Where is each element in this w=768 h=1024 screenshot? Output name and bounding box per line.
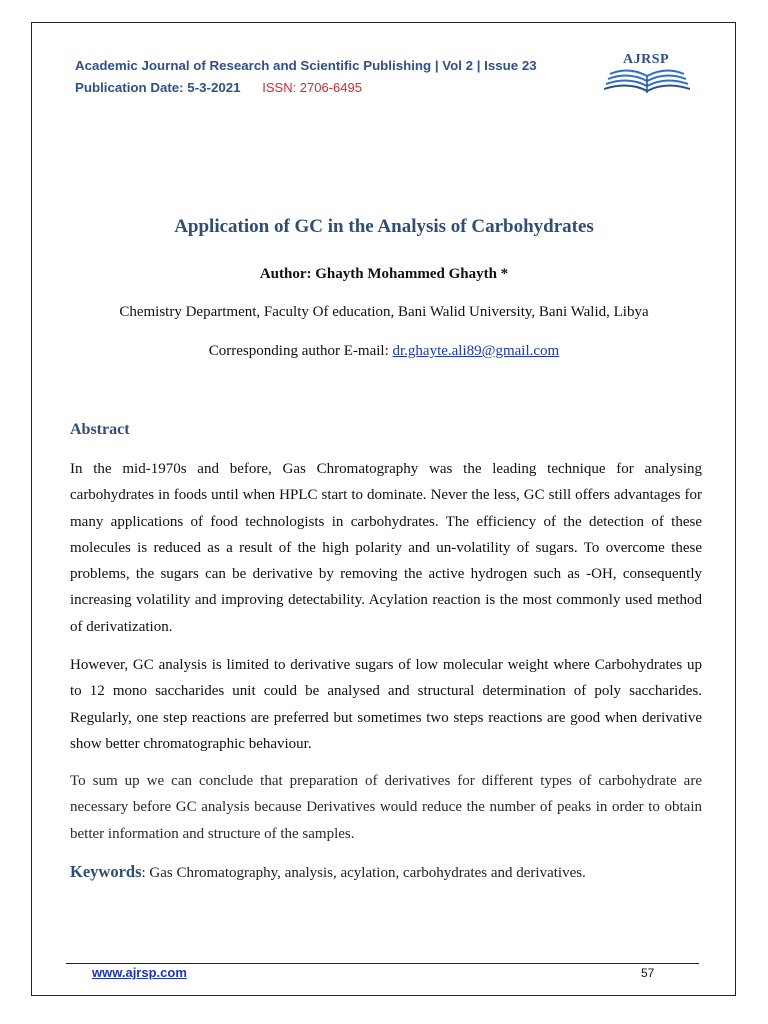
email-label: Corresponding author E-mail:	[208, 343, 393, 359]
keywords-label: Keywords	[70, 862, 142, 881]
issn: ISSN: 2706-6495	[262, 80, 362, 95]
abstract-paragraph-3: To sum up we can conclude that preparation of derivatives for different types of carbohydrate are necessary before GC analysis because Derivatives would reduce the number of peaks in order to obtain better information and structure of the samples.	[70, 773, 702, 842]
abstract-paragraph-1: In the mid-1970s and before, Gas Chromatography was the leading technique for analysing carbohydrates in foods until when HPLC start to dominate. Never the less, GC still offers advantages for many applications of food technologists in carbohydrates. The efficiency of the detection of these molecules is reduced as a result of the high polarity and un-volatility of sugars. To overcome these problems, the sugars can be derivative by removing the active hydrogen such as -OH, consequently increasing volatility and improving detectability. Acylation reaction is the most commonly used method of derivatization.	[70, 461, 702, 635]
journal-logo-text: AJRSP	[623, 52, 670, 67]
keywords	[70, 862, 586, 882]
footer-website-link[interactable]: www.ajrsp.com	[92, 965, 187, 980]
journal-title: Academic Journal of Research and Scientific Publishing | Vol 2 | Issue 23	[75, 58, 537, 73]
journal-header	[75, 58, 537, 95]
abstract-heading: Abstract	[70, 421, 130, 438]
footer-divider	[66, 963, 699, 964]
page-number: 57	[641, 966, 655, 980]
keywords-text: : Gas Chromatography, analysis, acylation, carbohydrates and derivatives.	[141, 865, 586, 881]
author-line: Author: Ghayth Mohammed Ghayth *	[259, 266, 509, 282]
email-link[interactable]: dr.ghayte.ali89@gmail.com	[392, 343, 560, 359]
corresponding-email	[0, 343, 768, 360]
publication-date: Publication Date: 5-3-2021	[75, 80, 241, 95]
publication-info	[75, 80, 537, 95]
affiliation: Chemistry Department, Faculty Of education, Bani Walid University, Bani Walid, Libya	[119, 304, 649, 320]
article-title: Application of GC in the Analysis of Carbohydrates	[174, 216, 594, 237]
abstract-paragraph-2: However, GC analysis is limited to derivative sugars of low molecular weight where Carbohydrates up to 12 mono saccharides unit could be analysed and structural determination of poly saccharides. Regularly, one step reactions are preferred but sometimes two steps reactions are good when derivative show better chromatographic behaviour.	[70, 657, 702, 752]
